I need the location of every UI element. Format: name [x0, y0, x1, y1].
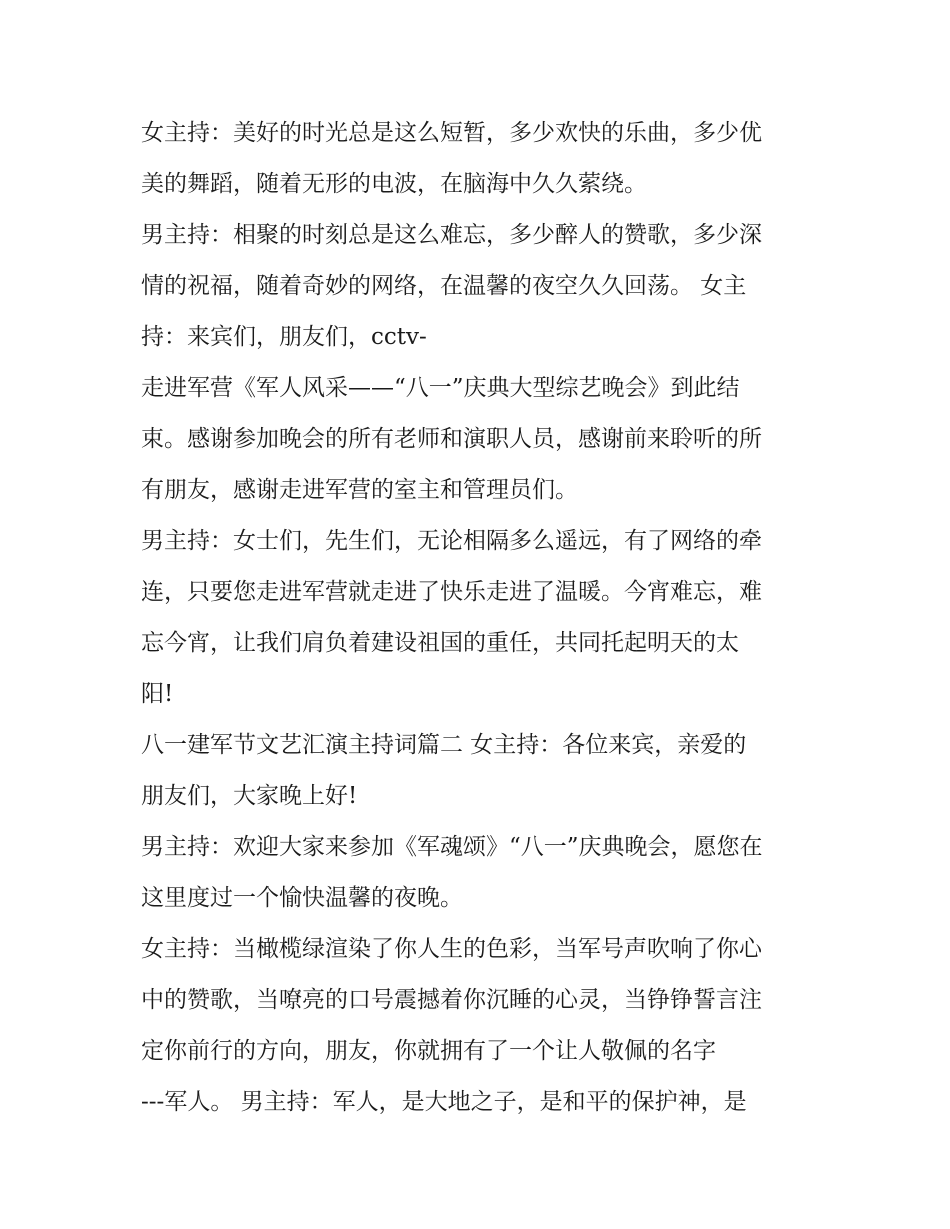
text-line: 男主持：女士们，先生们，无论相隔多么遥远，有了网络的牵	[141, 528, 762, 554]
text-line: 朋友们，大家晚上好!	[141, 783, 358, 809]
text-line: 女主持：美好的时光总是这么短暂，多少欢快的乐曲，多少优	[141, 120, 762, 146]
text-line: 中的赞歌，当嘹亮的口号震撼着你沉睡的心灵，当铮铮誓言注	[141, 987, 762, 1013]
text-line: 男主持：欢迎大家来参加《军魂颂》“八一”庆典晚会，愿您在	[141, 834, 763, 860]
text-line: 这里度过一个愉快温馨的夜晚。	[141, 885, 463, 911]
text-line: 女主持：当橄榄绿渲染了你人生的色彩，当军号声吹响了你心	[141, 936, 762, 962]
text-line: ---军人。 男主持：军人，是大地之子，是和平的保护神，是	[141, 1089, 747, 1115]
text-line: 连，只要您走进军营就走进了快乐走进了温暖。今宵难忘，难	[141, 579, 762, 605]
text-line: 美的舞蹈，随着无形的电波，在脑海中久久萦绕。	[141, 171, 647, 197]
document-body	[141, 108, 813, 1128]
text-line: 束。感谢参加晚会的所有老师和演职人员，感谢前来聆听的所	[141, 426, 762, 452]
text-line: 八一建军节文艺汇演主持词篇二 女主持：各位来宾，亲爱的	[141, 732, 747, 758]
text-line: 男主持：相聚的时刻总是这么难忘，多少醉人的赞歌，多少深	[141, 222, 762, 248]
text-line: 阳!	[141, 681, 174, 707]
text-line: 定你前行的方向，朋友，你就拥有了一个让人敬佩的名字	[141, 1038, 716, 1064]
text-line: 走进军营《军人风采——“八一”庆典大型综艺晚会》到此结	[141, 375, 740, 401]
text-line: 持：来宾们，朋友们，cctv-	[141, 324, 427, 350]
text-line: 有朋友，感谢走进军营的室主和管理员们。	[141, 477, 578, 503]
text-line: 情的祝福，随着奇妙的网络，在温馨的夜空久久回荡。 女主	[141, 273, 747, 299]
text-line: 忘今宵，让我们肩负着建设祖国的重任，共同托起明天的太	[141, 630, 739, 656]
